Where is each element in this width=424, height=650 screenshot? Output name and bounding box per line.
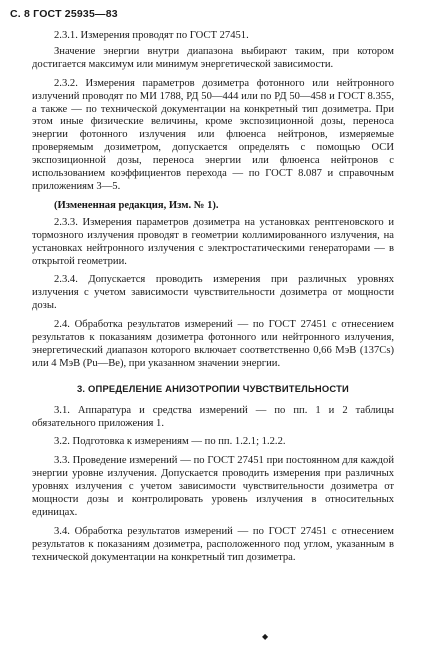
paragraph-2-3-2: 2.3.2. Измерения параметров дозиметра фотонного или нейтронного излучений проводят по МИ 1788, РД 50—444 или по РД 50—458 и ГОСТ 8.355, а также — по технической документации на конкретный тип дозиметра. При этом иные физические величины, кроме экспозиционной дозы, переноса энергии фотонного излучения или флюенса нейтронов, измеряемые проверяемым дозиметром, допускается определять с помощью ОСИ экспозиционной дозы, переноса энергии или флюенса нейтронов с использованием коэффициентов перехода — по ГОСТ 8.087 и справочным приложениям 3—5. <box>32 77 394 192</box>
page-mark: ◆ <box>262 632 269 641</box>
paragraph-3-3: 3.3. Проведение измерений — по ГОСТ 27451 при постоянном для каждой энергии уровне излучения. Допускается проводить измерения при различных уровнях излучения с учетом зависимости чувствительности дозиметра от мощности дозы и контролировать уровень излучения в относительных единицах. <box>32 455 394 518</box>
paragraph-2-3-4: 2.3.4. Допускается проводить измерения при различных уровнях излучения с учетом зависимости чувствительности дозиметра от мощности дозы. <box>32 274 394 312</box>
document-body <box>32 30 394 568</box>
paragraph-3-1: 3.1. Аппаратура и средства измерений — по пп. 1 и 2 таблицы обязательного приложения 1. <box>32 404 394 429</box>
section-heading: 3. ОПРЕДЕЛЕНИЕ АНИЗОТРОПИИ ЧУВСТВИТЕЛЬНОСТИ <box>77 382 349 394</box>
paragraph-3-2: 3.2. Подготовка к измерениям — по пп. 1.2.1; 1.2.2. <box>54 436 286 448</box>
page-header: С. 8 ГОСТ 25935—83 <box>10 8 118 20</box>
paragraph-energy-range: Значение энергии внутри диапазона выбирают таким, при котором достигается максимум или минимум энергетической зависимости. <box>32 45 394 70</box>
paragraph-2-3-3: 2.3.3. Измерения параметров дозиметра на установках рентгеновского и тормозного излучения проводят в геометрии коллимированного излучения, на установках нейтронного излучения с электростатическими генераторами — в открытой геометрии. <box>32 216 394 267</box>
paragraph-2-4: 2.4. Обработка результатов измерений — по ГОСТ 27451 с отнесением результатов к показаниям дозиметра фотонного или нейтронного излучения, энергетический диапазон которого включает соответственно 0,66 МэВ (137Cs) или 4 МэВ (Pu—Be), при указанном значении энергии. <box>32 319 394 369</box>
paragraph-2-3-1: 2.3.1. Измерения проводят по ГОСТ 27451. <box>54 30 249 41</box>
paragraph-3-4: 3.4. Обработка результатов измерений — по ГОСТ 27451 с отнесением результатов к показаниям дозиметра, расположенного под углом, указанным в технической документации на конкретный тип дозиметра. <box>32 525 394 563</box>
amendment-note: (Измененная редакция, Изм. № 1). <box>54 199 219 211</box>
